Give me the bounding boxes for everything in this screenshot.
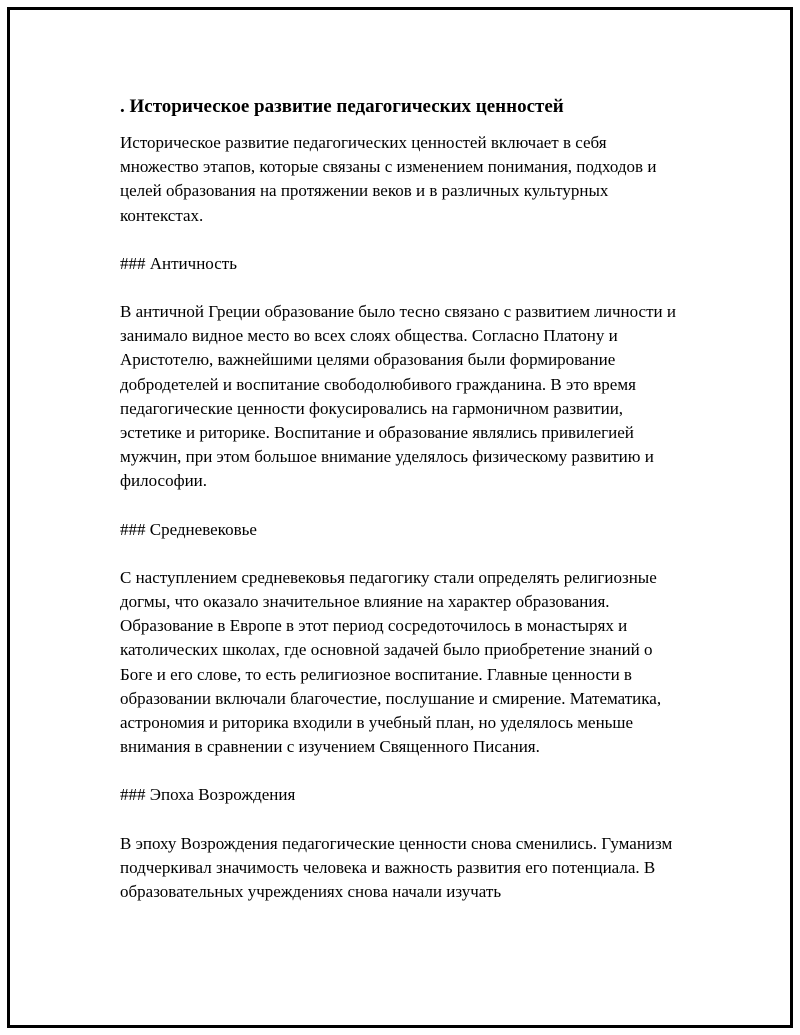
section-heading-middle-ages: ### Средневековье bbox=[120, 519, 257, 539]
section-heading-renaissance: ### Эпоха Возрождения bbox=[120, 785, 296, 805]
document-page bbox=[7, 7, 793, 1028]
section-heading-antiquity: ### Античность bbox=[120, 253, 237, 273]
document-content bbox=[120, 95, 680, 928]
section-text-antiquity: В античной Греции образование было тесно связано с развитием личности и занимало видное место во всех слоях общества. Согласно Платону и Аристотелю, важнейшими целями образования были формирование добродетелей и воспитание свободолюбивого гражданина. В это время педагогические ценности фокусировались на гармоничном развитии, эстетике и риторике. Воспитание и образование являлись привилегией мужчин, при этом большое внимание уделялось физическому развитию и философии. bbox=[120, 302, 676, 491]
section-text-middle-ages: С наступлением средневековья педагогику стали определять религиозные догмы, что оказало значительное влияние на характер образования. Образование в Европе в этот период сосредоточилось в монастырях и католических школах, где основной задачей было приобретение знаний о Боге и его слове, то есть религиозное воспитание. Главные ценности в образовании включали благочестие, послушание и смирение. Математика, астрономия и риторика входили в учебный план, но уделялось меньше внимания в сравнении с изучением Священного Писания. bbox=[120, 567, 662, 757]
intro-paragraph: Историческое развитие педагогических ценностей включает в себя множество этапов, которые связаны с изменением понимания, подходов и целей образования на протяжении веков и в различных культурных контекстах. bbox=[120, 133, 657, 225]
section-text-renaissance: В эпоху Возрождения педагогические ценности снова сменились. Гуманизм подчеркивал значимость человека и важность развития его потенциала. В образовательных учреждениях снова начали изучать bbox=[120, 833, 673, 902]
document-title: . Историческое развитие педагогических ценностей bbox=[120, 96, 564, 117]
